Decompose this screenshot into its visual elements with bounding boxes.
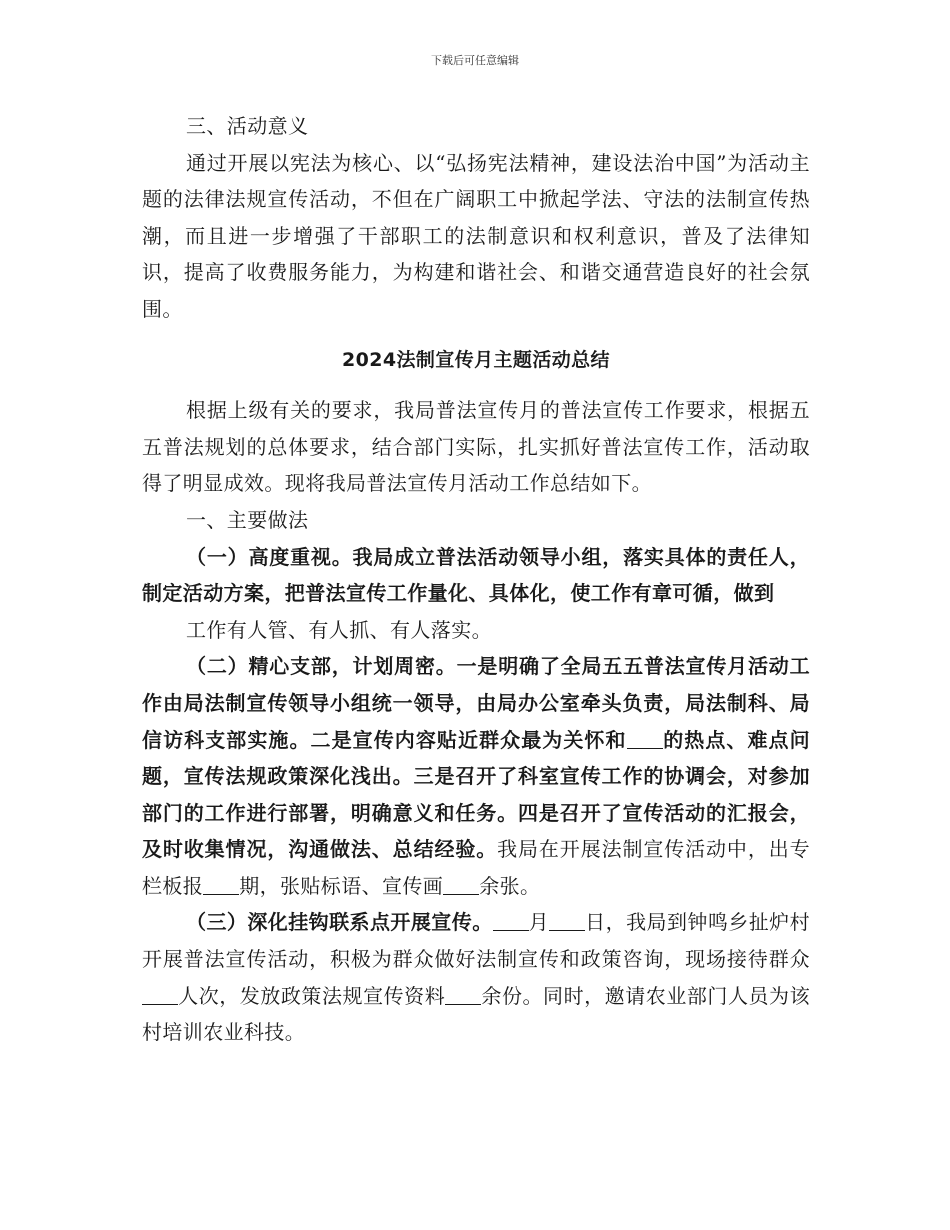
fill-blank — [443, 874, 479, 895]
intro-paragraph: 根据上级有关的要求，我局普法宣传月的普法宣传工作要求，根据五五普法规划的总体要求，结合部门实际，扎实抓好普法宣传工作，活动取得了明显成效。现将我局普法宣传月活动工作总结如下。 — [142, 398, 810, 496]
fill-blank — [627, 728, 663, 749]
item3-paragraph — [142, 904, 810, 1050]
download-note: 下载后可任意编辑 — [431, 54, 519, 67]
section3-paragraph: 通过开展以宪法为核心、以“弘扬宪法精神，建设法治中国”为活动主题的法律法规宣传活动，不但在广阔职工中掀起学法、守法的法制宣传热潮，而且进一步增强了干部职工的法制意识和权利意识，普及了法律知识，提高了收费服务能力，为构建和谐社会、和谐交通营造良好的社会氛围。 — [142, 150, 810, 321]
summary-title: 2024法制宣传月主题活动总结 — [342, 348, 610, 371]
fill-blank — [203, 874, 239, 895]
item2-paragraph — [142, 648, 810, 904]
section3-heading: 三、活动意义 — [186, 114, 309, 138]
item2-lead: （二）精心支部，计划周密。 — [186, 654, 457, 679]
item2-part2: 的热点、难点问题，宣传法规政策深化浅出。三是召开了科室宣传工作的协调会，对参加部门的工作进行部署，明确意义和任务。四是召开了宣传活动的汇报会，及时收集情况，沟通做法、总结经验。 — [142, 727, 810, 862]
item1-bold-paragraph: （一）高度重视。我局成立普法活动领导小组，落实具体的责任人，制定活动方案，把普法宣传工作量化、具体化，使工作有章可循，做到 — [142, 544, 810, 606]
item3-lead: （三）深化挂钩联系点开展宣传。 — [186, 910, 493, 935]
fill-blank — [549, 910, 585, 931]
fill-blank — [493, 910, 529, 931]
item1-rest-paragraph: 工作有人管、有人抓、有人落实。 — [186, 617, 492, 642]
section1-heading: 一、主要做法 — [186, 507, 309, 532]
item2-part5: 余张。 — [479, 873, 541, 898]
item3-part3: 人次，发放政策法规宣传资料 — [178, 983, 446, 1008]
fill-blank — [445, 984, 481, 1005]
item3-part1: 月 — [528, 910, 550, 935]
item2-part3: 我局在开展法制宣传活动中，出专栏板报 — [142, 837, 810, 898]
document-body — [142, 108, 810, 1051]
fill-blank — [142, 984, 178, 1005]
item2-part1: 一是明确了全局五五普法宣传月活动工作由局法制宣传领导小组统一领导，由局办公室牵头负责，局法制科、局信访科支部实施。二是宣传内容贴近群众最为关怀和 — [142, 654, 810, 752]
item3-part4: 余份。同时，邀请农业部门人员为该村培训农业科技。 — [142, 983, 810, 1045]
item2-part4: 期，张贴标语、宣传画 — [239, 873, 444, 898]
item3-part2: 日，我局到钟鸣乡扯炉村开展普法宣传活动，积极为群众做好法制宣传和政策咨询，现场接待群众 — [142, 910, 811, 972]
